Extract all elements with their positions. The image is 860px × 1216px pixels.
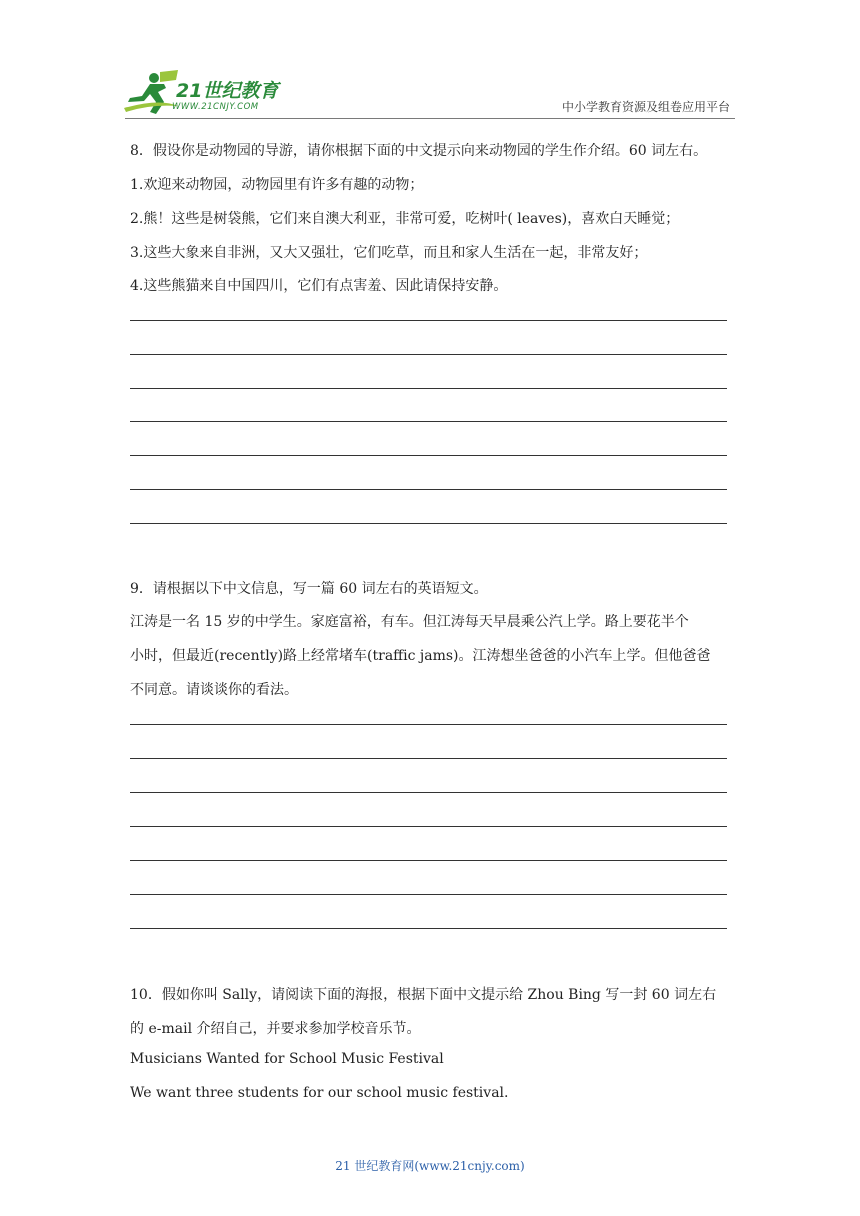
q9-text-line: 不同意。请谈谈你的看法。: [130, 682, 298, 698]
answer-line[interactable]: [130, 826, 727, 827]
answer-line[interactable]: [130, 928, 727, 929]
answer-line[interactable]: [130, 421, 727, 422]
q8-point: 3.这些大象来自非洲，又大又强壮，它们吃草，而且和家人生活在一起，非常友好；: [130, 245, 648, 261]
platform-title: 中小学教育资源及组卷应用平台: [561, 100, 730, 114]
q10-prompt-continued: 的 e-mail 介绍自己，并要求参加学校音乐节。: [130, 1021, 421, 1037]
poster-title: Musicians Wanted for School Music Festival: [130, 1051, 444, 1067]
q10-prompt: 10．假如你叫 Sally，请阅读下面的海报，根据下面中文提示给 Zhou Bing 写一封 60 词左右: [130, 987, 717, 1003]
q8-point: 1.欢迎来动物园，动物园里有许多有趣的动物；: [130, 177, 424, 193]
answer-line[interactable]: [130, 758, 727, 759]
q9-text-line: 江涛是一名 15 岁的中学生。家庭富裕，有车。但江涛每天早晨乘公汽上学。路上要花半个: [130, 614, 689, 630]
answer-line[interactable]: [130, 724, 727, 725]
q8-prompt: 8．假设你是动物园的导游，请你根据下面的中文提示向来动物园的学生作介绍。60 词左右。: [130, 143, 708, 159]
poster-text: We want three students for our school music festival.: [130, 1085, 509, 1101]
footer-link[interactable]: 21 世纪教育网(www.21cnjy.com): [335, 1159, 525, 1173]
answer-line[interactable]: [130, 388, 727, 389]
logo-text: 21世纪教育: [176, 80, 279, 102]
answer-line[interactable]: [130, 792, 727, 793]
q8-point: 4.这些熊猫来自中国四川，它们有点害羞、因此请保持安静。: [130, 278, 508, 294]
page-header: [0, 0, 860, 125]
logo-url: WWW.21CNJY.COM: [172, 102, 259, 112]
answer-line[interactable]: [130, 455, 727, 456]
q8-point: 2.熊！这些是树袋熊，它们来自澳大利亚，非常可爱，吃树叶( leaves)，喜欢白天睡觉；: [130, 211, 680, 227]
answer-line[interactable]: [130, 523, 727, 524]
q9-text-line: 小时，但最近(recently)路上经常堵车(traffic jams)。江涛想坐爸爸的小汽车上学。但他爸爸: [130, 648, 711, 664]
answer-line[interactable]: [130, 894, 727, 895]
answer-line[interactable]: [130, 489, 727, 490]
answer-line[interactable]: [130, 320, 727, 321]
answer-line[interactable]: [130, 354, 727, 355]
q9-prompt: 9．请根据以下中文信息，写一篇 60 词左右的英语短文。: [130, 581, 488, 597]
header-divider: [125, 118, 735, 119]
answer-line[interactable]: [130, 860, 727, 861]
